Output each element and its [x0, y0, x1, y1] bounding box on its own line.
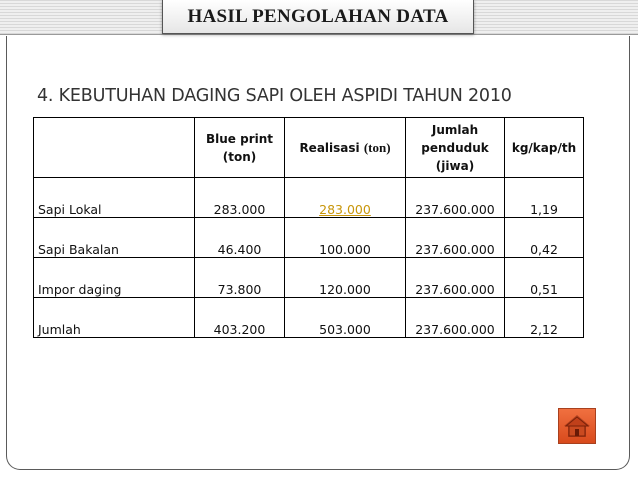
- header-blueprint: Blue print (ton): [195, 118, 285, 178]
- home-button[interactable]: [558, 408, 596, 444]
- table-row: [34, 178, 584, 218]
- cell-penduduk: 237.600.000: [406, 178, 505, 218]
- cell-realisasi: 503.000: [285, 298, 406, 338]
- cell-kgkap: 1,19: [505, 178, 584, 218]
- cell-kgkap: 0,42: [505, 218, 584, 258]
- cell-blueprint: 403.200: [195, 298, 285, 338]
- header-realisasi: [285, 118, 406, 178]
- cell-realisasi: 100.000: [285, 218, 406, 258]
- realisasi-link[interactable]: 283.000: [319, 202, 371, 217]
- table-row: [34, 258, 584, 298]
- header-kgkap: kg/kap/th: [505, 118, 584, 178]
- table-row: [34, 218, 584, 258]
- cell-realisasi: 120.000: [285, 258, 406, 298]
- meat-demand-table: [33, 117, 584, 338]
- cell-realisasi: [285, 178, 406, 218]
- header-realisasi-label: Realisasi: [299, 140, 360, 155]
- table-header-row: [34, 118, 584, 178]
- cell-kgkap: 0,51: [505, 258, 584, 298]
- cell-blueprint: 46.400: [195, 218, 285, 258]
- slide-title: HASIL PENGOLAHAN DATA: [162, 0, 474, 34]
- home-icon: [563, 413, 591, 439]
- section-heading: 4. KEBUTUHAN DAGING SAPI OLEH ASPIDI TAHUN 2010: [37, 86, 512, 106]
- row-label: Jumlah: [34, 298, 195, 338]
- row-label: Sapi Bakalan: [34, 218, 195, 258]
- header-realisasi-unit: (ton): [363, 139, 391, 155]
- table-row: [34, 298, 584, 338]
- cell-penduduk: 237.600.000: [406, 258, 505, 298]
- cell-blueprint: 283.000: [195, 178, 285, 218]
- row-label: Sapi Lokal: [34, 178, 195, 218]
- header-penduduk: Jumlah penduduk (jiwa): [406, 118, 505, 178]
- cell-penduduk: 237.600.000: [406, 218, 505, 258]
- header-empty: [34, 118, 195, 178]
- cell-blueprint: 73.800: [195, 258, 285, 298]
- row-label: Impor daging: [34, 258, 195, 298]
- cell-kgkap: 2,12: [505, 298, 584, 338]
- cell-penduduk: 237.600.000: [406, 298, 505, 338]
